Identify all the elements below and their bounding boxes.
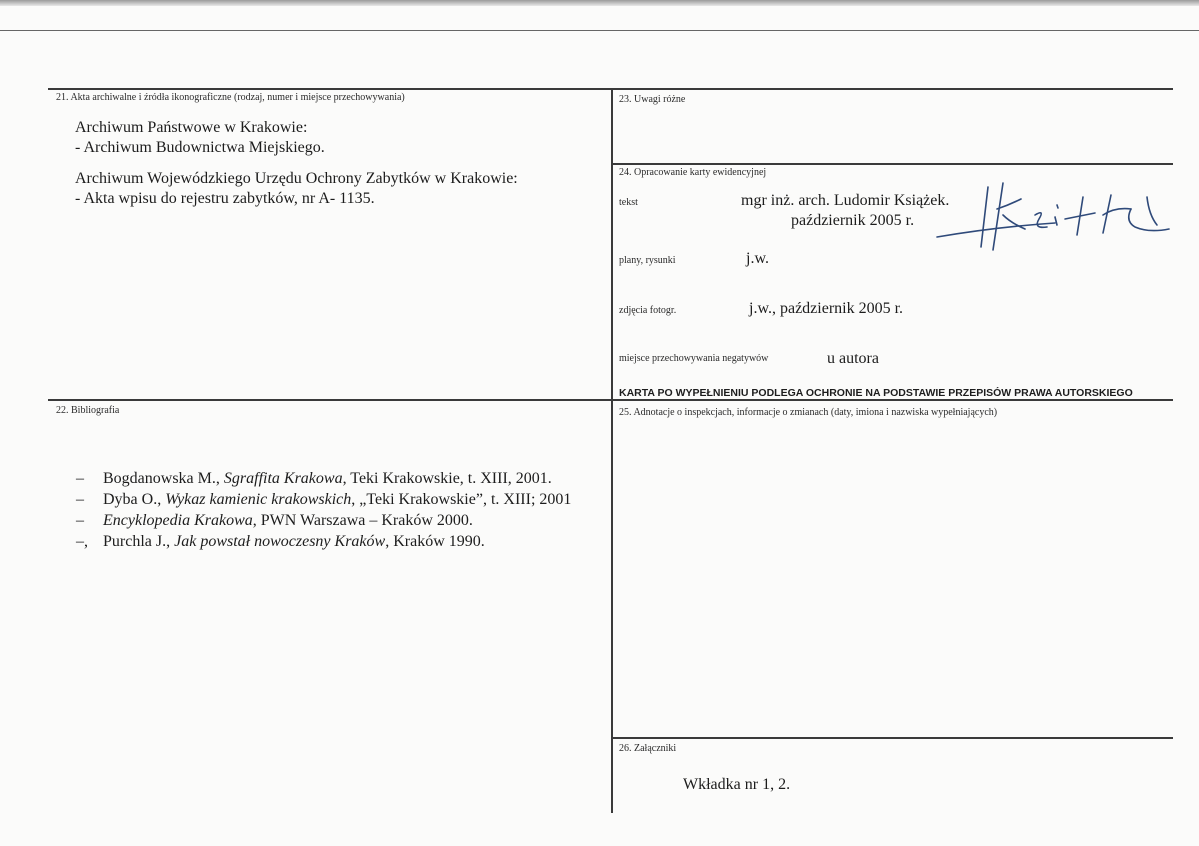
- list-item: [76, 468, 606, 489]
- bibliography-list: [76, 468, 606, 552]
- bib-rest: , Teki Krakowskie, t. XIII, 2001.: [342, 470, 552, 487]
- archive1-item: - Archiwum Budownictwa Miejskiego.: [75, 139, 325, 156]
- zdjecia-label: zdjęcia fotogr.: [619, 305, 677, 316]
- miejsce-value: u autora: [827, 350, 879, 367]
- bib-author: Dyba O.,: [103, 491, 166, 508]
- bib-title: Sgraffita Krakowa: [223, 470, 343, 487]
- section24-label: 24. Opracowanie karty ewidencyjnej: [619, 167, 767, 178]
- miejsce-label: miejsce przechowywania negatywów: [619, 353, 769, 364]
- column-divider: [611, 88, 613, 813]
- tekst-label: tekst: [619, 197, 638, 208]
- section21-label: 21. Akta archiwalne i źródła ikonograficzne (rodzaj, numer i miejsce przechowywania): [56, 92, 405, 103]
- section25-label: 25. Adnotacje o inspekcjach, informacje o zmianach (daty, imiona i nazwiska wypełniających): [619, 407, 998, 418]
- list-item: [76, 489, 606, 510]
- tekst-value-date: październik 2005 r.: [791, 212, 915, 229]
- archive2-item: - Akta wpisu do rejestru zabytków, nr A- 1135.: [75, 190, 375, 207]
- list-dash: –,: [76, 533, 88, 550]
- bib-author: Bogdanowska M.,: [103, 470, 224, 487]
- section26-top-border: [613, 737, 1173, 739]
- list-item: [76, 531, 606, 552]
- scan-edge: [0, 0, 1199, 6]
- bib-rest: , „Teki Krakowskie”, t. XIII; 2001: [351, 491, 572, 508]
- list-dash: –: [76, 491, 84, 508]
- copyright-notice: KARTA PO WYPEŁNIENIU PODLEGA OCHRONIE NA PODSTAWIE PRZEPISÓW PRAWA AUTORSKIEGO: [619, 387, 1133, 399]
- bib-rest: , Kraków 1990.: [385, 533, 485, 550]
- zdjecia-value: j.w., październik 2005 r.: [749, 300, 904, 317]
- list-item: [76, 510, 606, 531]
- plany-value: j.w.: [746, 250, 769, 267]
- archive1-title: Archiwum Państwowe w Krakowie:: [75, 119, 308, 136]
- bib-author: Purchla J.,: [103, 533, 175, 550]
- section23-label: 23. Uwagi różne: [619, 94, 686, 105]
- section22-label: 22. Bibliografia: [56, 405, 120, 416]
- signature-image: [935, 175, 1175, 255]
- top-rule: [0, 30, 1199, 31]
- section24-top-border: [613, 163, 1173, 165]
- attachments-value: Wkładka nr 1, 2.: [683, 776, 791, 793]
- plany-label: plany, rysunki: [619, 255, 676, 266]
- bib-title: Jak powstał nowoczesny Kraków: [174, 533, 386, 550]
- list-dash: –: [76, 470, 84, 487]
- list-dash: –: [76, 512, 84, 529]
- archive2-title: Archiwum Wojewódzkiego Urzędu Ochrony Zabytków w Krakowie:: [75, 170, 518, 187]
- bib-title: Encyklopedia Krakowa: [103, 512, 253, 529]
- tekst-value-author: mgr inż. arch. Ludomir Książek.: [741, 192, 950, 209]
- bib-title: Wykaz kamienic krakowskich: [165, 491, 352, 508]
- section26-label: 26. Załączniki: [619, 743, 677, 754]
- bib-rest: , PWN Warszawa – Kraków 2000.: [252, 512, 473, 529]
